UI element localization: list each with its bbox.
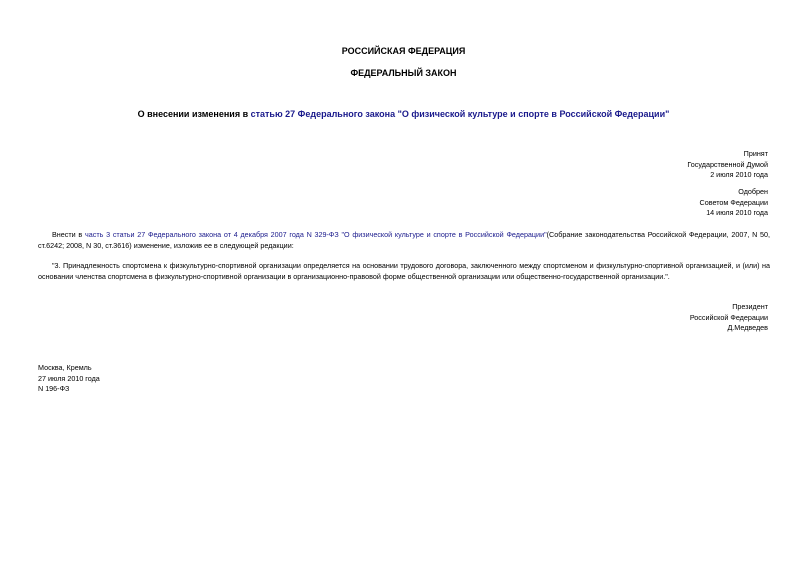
signature-block [690, 302, 768, 334]
amendment-link[interactable]: часть 3 статьи 27 Федерального закона от 4 декабря 2007 года N 329-ФЗ "О физической культуре и спорте в Российской Федерации" [84, 230, 547, 239]
approved-block [700, 187, 768, 219]
footer-date: 27 июля 2010 года [38, 373, 100, 383]
signature-org: Российской Федерации [689, 312, 768, 322]
footer-block [38, 363, 100, 395]
amendment-prefix: Внести в [52, 230, 85, 239]
new-wording-paragraph [38, 261, 770, 282]
law-title-link[interactable]: статью 27 Федерального закона "О физической культуре и спорте в Российской Федерации" [250, 109, 670, 119]
approved-body: Советом Федерации [699, 197, 768, 207]
new-wording-text: "3. Принадлежность спортсмена к физкультурно-спортивной организации определяется на основании трудового договора, заключенного между спортсменом и физкультурно-спортивной организацией, и (или) на основании членства спортсмена в физкультурно-спортивной организации в организационно-правовой форме общественной организации или общественно-государственной организации.". [38, 261, 770, 281]
adopted-block [687, 149, 768, 181]
law-title-prefix: О внесении изменения в [137, 109, 251, 119]
footer-number: N 196-ФЗ [38, 384, 70, 393]
amendment-suffix: (Собрание законодательства Российской Федерации, 2007, N 50, ст.6242; 2008, N 30, ст.3616) изменение, изложив ее в следующей редакции: [38, 230, 770, 250]
amendment-paragraph [38, 230, 770, 251]
footer-place: Москва, Кремль [38, 363, 92, 372]
adopted-date: 2 июля 2010 года [710, 170, 768, 179]
law-title [0, 109, 807, 120]
signature-title: Президент [732, 302, 768, 311]
doc-type-heading: ФЕДЕРАЛЬНЫЙ ЗАКОН [350, 68, 457, 78]
country-heading: РОССИЙСКАЯ ФЕДЕРАЦИЯ [341, 46, 466, 56]
approved-date: 14 июля 2010 года [706, 208, 768, 217]
adopted-label: Принят [743, 149, 768, 158]
adopted-body: Государственной Думой [687, 159, 768, 169]
approved-label: Одобрен [738, 187, 768, 196]
signature-name: Д.Медведев [727, 323, 768, 332]
